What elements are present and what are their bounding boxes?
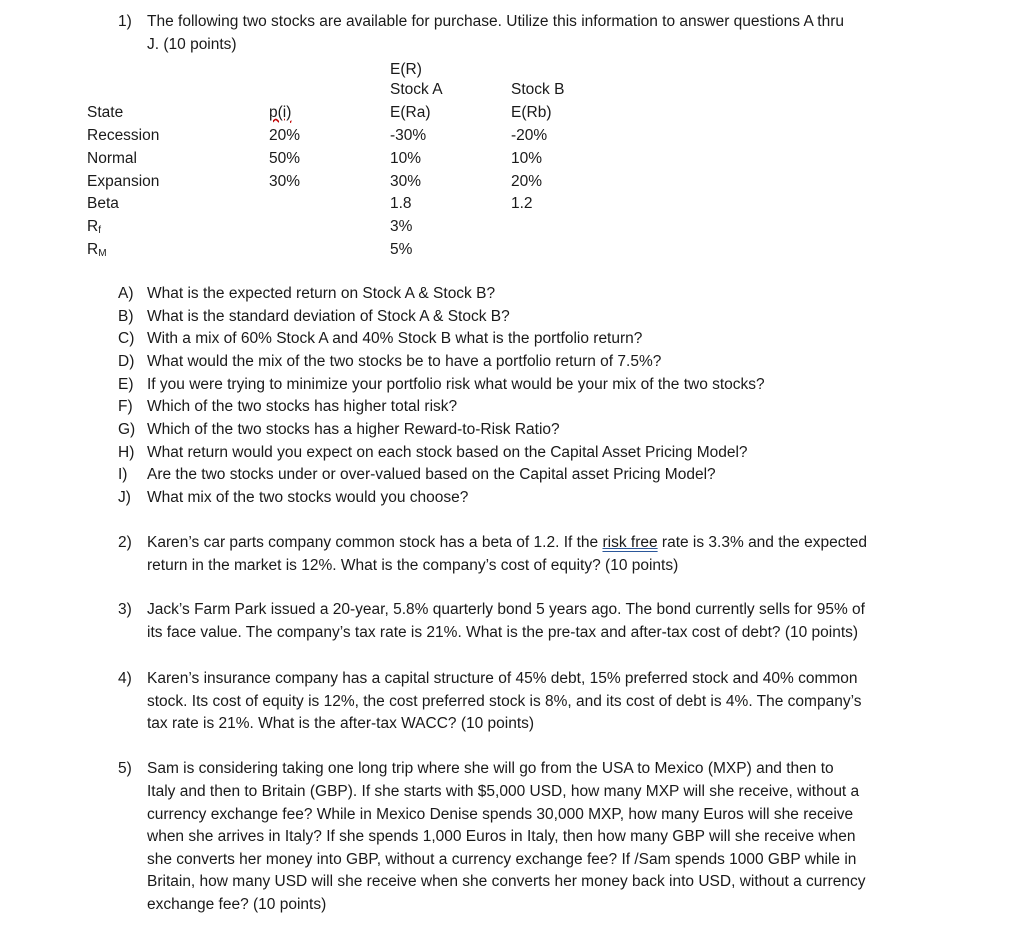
question-5-line-6: Britain, how many USD will she receive when she converts her money back into USD, without a currency bbox=[147, 873, 866, 890]
question-5-line-7: exchange fee? (10 points) bbox=[147, 896, 327, 913]
subquestion-letter: D) bbox=[118, 353, 135, 370]
question-5-number: 5) bbox=[118, 760, 132, 777]
question-5-line-3: currency exchange fee? While in Mexico Denise spends 30,000 MXP, how many Euros will she receive bbox=[147, 806, 854, 823]
row-normal-p: 50% bbox=[269, 150, 301, 167]
beta-b: 1.2 bbox=[511, 195, 533, 212]
question-2-line-2: return in the market is 12%. What is the company’s cost of equity? (10 points) bbox=[147, 557, 679, 574]
question-2-text-a: Karen’s car parts company common stock has a beta of 1.2. If the bbox=[147, 534, 603, 551]
row-expansion-p: 30% bbox=[269, 173, 301, 190]
market-return-label bbox=[87, 240, 107, 264]
market-return-letter: R bbox=[87, 241, 99, 258]
row-recession-state: Recession bbox=[87, 127, 160, 144]
subquestion-letter: I) bbox=[118, 466, 128, 483]
stock-b-header: Stock B bbox=[511, 81, 565, 98]
state-header: State bbox=[87, 104, 124, 121]
question-4-line-3: tax rate is 21%. What is the after-tax WACC? (10 points) bbox=[147, 715, 535, 732]
subquestion-letter: B) bbox=[118, 308, 134, 325]
row-normal-state: Normal bbox=[87, 150, 137, 167]
risk-free-label bbox=[87, 217, 101, 241]
subquestion-text: What mix of the two stocks would you choose? bbox=[147, 489, 469, 506]
subquestion-letter: F) bbox=[118, 398, 133, 415]
stock-a-header: Stock A bbox=[390, 81, 443, 98]
market-return-value: 5% bbox=[390, 241, 413, 258]
stock-b-return-header: E(Rb) bbox=[511, 104, 552, 121]
er-header: E(R) bbox=[390, 61, 422, 78]
question-3-line-2: its face value. The company’s tax rate is 21%. What is the pre-tax and after-tax cost of debt? (10 points) bbox=[147, 624, 859, 641]
question-5-line-5: she converts her money into GBP, without a currency exchange fee? If /Sam spends 1000 GBP while in bbox=[147, 851, 857, 868]
row-normal-a: 10% bbox=[390, 150, 422, 167]
stock-a-return-header: E(Ra) bbox=[390, 104, 431, 121]
row-expansion-a: 30% bbox=[390, 173, 422, 190]
row-recession-p: 20% bbox=[269, 127, 301, 144]
question-1-number: 1) bbox=[118, 13, 132, 30]
question-3-line-1: Jack’s Farm Park issued a 20-year, 5.8% quarterly bond 5 years ago. The bond currently sells for 95% of bbox=[147, 601, 865, 618]
row-normal-b: 10% bbox=[511, 150, 543, 167]
subquestion-letter: G) bbox=[118, 421, 136, 438]
subquestion-text: Are the two stocks under or over-valued based on the Capital asset Pricing Model? bbox=[147, 466, 716, 483]
row-recession-a: -30% bbox=[390, 127, 427, 144]
row-expansion-b: 20% bbox=[511, 173, 543, 190]
risk-free-value: 3% bbox=[390, 218, 413, 235]
subquestion-text: What would the mix of the two stocks be to have a portfolio return of 7.5%? bbox=[147, 353, 662, 370]
question-4-line-1: Karen’s insurance company has a capital structure of 45% debt, 15% preferred stock and 40% common bbox=[147, 670, 858, 687]
market-return-subscript: M bbox=[98, 248, 107, 259]
row-expansion-state: Expansion bbox=[87, 173, 160, 190]
risk-free-subscript: f bbox=[98, 225, 101, 236]
question-2-line-1 bbox=[147, 533, 867, 553]
subquestion-letter: H) bbox=[118, 444, 135, 461]
question-2-text-c: rate is 3.3% and the expected bbox=[657, 534, 867, 551]
question-3-number: 3) bbox=[118, 601, 132, 618]
question-5-line-1: Sam is considering taking one long trip where she will go from the USA to Mexico (MXP) and then to bbox=[147, 760, 834, 777]
question-2-number: 2) bbox=[118, 534, 132, 551]
risk-free-term: risk free bbox=[602, 534, 658, 551]
subquestion-text: What is the standard deviation of Stock A & Stock B? bbox=[147, 308, 510, 325]
question-5-line-2: Italy and then to Britain (GBP). If she starts with $5,000 USD, how many MXP will she receive, without a bbox=[147, 783, 860, 800]
probability-header: p(i) bbox=[269, 104, 292, 121]
subquestion-text: If you were trying to minimize your portfolio risk what would be your mix of the two stocks? bbox=[147, 376, 765, 393]
question-1-line-1: The following two stocks are available for purchase. Utilize this information to answer questions A thru bbox=[147, 13, 844, 30]
beta-label: Beta bbox=[87, 195, 119, 212]
question-4-number: 4) bbox=[118, 670, 132, 687]
subquestion-text: With a mix of 60% Stock A and 40% Stock B what is the portfolio return? bbox=[147, 330, 643, 347]
subquestion-letter: A) bbox=[118, 285, 134, 302]
subquestion-text: Which of the two stocks has higher total risk? bbox=[147, 398, 458, 415]
question-4-line-2: stock. Its cost of equity is 12%, the cost preferred stock is 8%, and its cost of debt is 4%. The company’s bbox=[147, 693, 862, 710]
subquestion-text: Which of the two stocks has a higher Reward-to-Risk Ratio? bbox=[147, 421, 560, 438]
question-1-line-2: J. (10 points) bbox=[147, 36, 237, 53]
risk-free-letter: R bbox=[87, 218, 99, 235]
subquestion-text: What return would you expect on each stock based on the Capital Asset Pricing Model? bbox=[147, 444, 748, 461]
row-recession-b: -20% bbox=[511, 127, 548, 144]
subquestion-letter: E) bbox=[118, 376, 134, 393]
subquestion-text: What is the expected return on Stock A & Stock B? bbox=[147, 285, 496, 302]
subquestion-letter: J) bbox=[118, 489, 131, 506]
question-5-line-4: when she arrives in Italy? If she spends 1,000 Euros in Italy, then how many GBP will she receive when bbox=[147, 828, 856, 845]
subquestion-letter: C) bbox=[118, 330, 135, 347]
beta-a: 1.8 bbox=[390, 195, 412, 212]
